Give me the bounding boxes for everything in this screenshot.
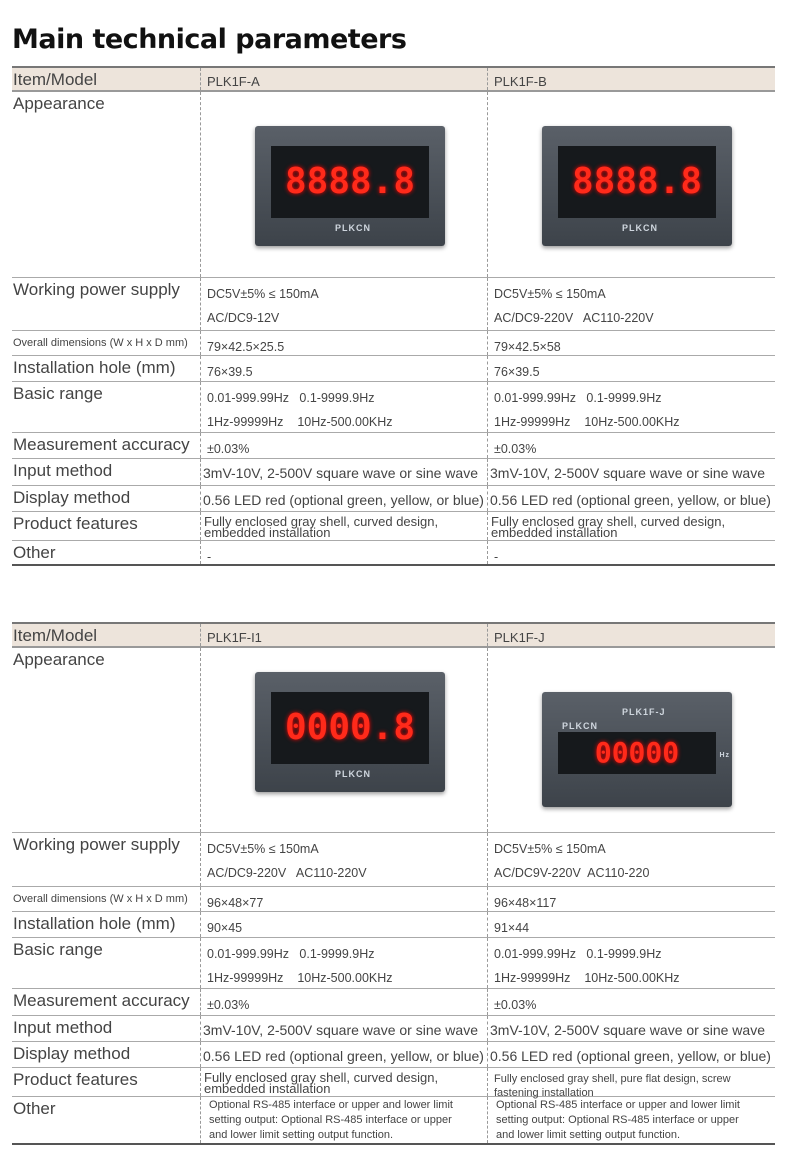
spec-value [200, 1097, 487, 1143]
spec-value [200, 331, 487, 355]
row-label: Overall dimensions (W x H x D mm) [13, 893, 188, 905]
spec-value [487, 486, 774, 511]
spec-value [487, 1042, 774, 1067]
model-name: PLK1F-B [487, 68, 774, 90]
parameters-table-2 [12, 622, 775, 1145]
value-line: - [207, 550, 212, 564]
value-line: and lower limit setting output function. [209, 1129, 394, 1141]
device-model-label: PLK1F-J [622, 707, 666, 717]
value-line: fastening installation [494, 1087, 594, 1099]
value-line: Fully enclosed gray shell, curved design, [204, 1070, 439, 1085]
value-line: 76×39.5 [494, 365, 540, 379]
spec-value [200, 459, 487, 485]
device-image-cell [487, 92, 774, 277]
spec-row [12, 1016, 775, 1042]
spec-value [487, 1097, 774, 1143]
row-label: Input method [13, 1018, 113, 1037]
appearance-row [12, 648, 775, 833]
device-bezel [542, 126, 732, 246]
value-line: 3mV-10V, 2-500V square wave or sine wave [490, 465, 765, 481]
spec-row [12, 512, 775, 541]
value-line: ±0.03% [494, 442, 537, 456]
value-line: 0.56 LED red (optional green, yellow, or blue) [490, 492, 771, 508]
value-line: 96×48×117 [494, 896, 557, 910]
value-line: 1Hz-99999Hz 10Hz-500.00KHz [207, 971, 393, 985]
value-line: 90×45 [207, 921, 243, 935]
spec-row [12, 486, 775, 512]
spec-row [12, 1042, 775, 1068]
row-label: Overall dimensions (W x H x D mm) [13, 337, 188, 349]
spec-row [12, 989, 775, 1016]
spec-row [12, 541, 775, 566]
value-line: 3mV-10V, 2-500V square wave or sine wave [203, 465, 478, 481]
header-row [12, 622, 775, 648]
value-line: 0.01-999.99Hz 0.1-9999.9Hz [207, 391, 375, 405]
header-label: Item/Model [13, 626, 98, 645]
brand-logo: PLKCN [622, 223, 658, 233]
device-image [247, 126, 447, 246]
value-line: DC5V±5% ≤ 150mA [494, 287, 606, 301]
appearance-row [12, 92, 775, 278]
value-line: embedded installation [204, 1081, 331, 1096]
led-digits: 0000.8 [284, 707, 416, 748]
spec-value [487, 512, 774, 540]
spec-row [12, 938, 775, 989]
value-line: Fully enclosed gray shell, curved design, [204, 514, 439, 529]
spec-value [200, 486, 487, 511]
row-label: Installation hole (mm) [13, 358, 176, 377]
row-label: Input method [13, 461, 113, 480]
spec-value [487, 1016, 774, 1041]
value-line: 0.56 LED red (optional green, yellow, or blue) [203, 1048, 484, 1064]
brand-logo: PLKCN [562, 721, 598, 731]
row-label: Other [13, 1099, 56, 1118]
spec-value [200, 278, 487, 330]
value-line: 3mV-10V, 2-500V square wave or sine wave [203, 1022, 478, 1038]
spec-value [487, 356, 774, 381]
spec-row [12, 433, 775, 459]
spec-row [12, 459, 775, 486]
device-image-cell [200, 92, 487, 277]
value-line: 3mV-10V, 2-500V square wave or sine wave [490, 1022, 765, 1038]
led-digits: 00000 [594, 736, 680, 769]
led-display [558, 732, 716, 774]
spec-row [12, 833, 775, 887]
spec-value [487, 938, 774, 988]
model-name: PLK1F-J [487, 624, 774, 646]
spec-value [200, 912, 487, 937]
value-line: Fully enclosed gray shell, pure flat design, screw [494, 1073, 731, 1085]
led-display [558, 146, 716, 218]
value-line: 1Hz-99999Hz 10Hz-500.00KHz [494, 415, 680, 429]
spec-row [12, 1097, 775, 1145]
row-label: Appearance [13, 94, 105, 113]
spec-value [200, 1068, 487, 1096]
spec-row [12, 331, 775, 356]
device-bezel [255, 126, 445, 246]
device-image-cell [487, 648, 774, 832]
header-row [12, 66, 775, 92]
spec-value [200, 382, 487, 432]
row-label: Basic range [13, 940, 103, 959]
spec-row [12, 356, 775, 382]
value-line: embedded installation [204, 525, 331, 540]
row-label: Product features [13, 514, 138, 533]
value-line: Optional RS-485 interface or upper and lower limit [496, 1099, 740, 1111]
brand-logo: PLKCN [335, 223, 371, 233]
value-line: 96×48×77 [207, 896, 264, 910]
spec-row [12, 278, 775, 331]
spec-value [200, 989, 487, 1015]
value-line: Optional RS-485 interface or upper and lower limit [209, 1099, 453, 1111]
row-label: Display method [13, 1044, 131, 1063]
value-line: 1Hz-99999Hz 10Hz-500.00KHz [494, 971, 680, 985]
brand-logo: PLKCN [335, 769, 371, 779]
unit-label: Hz [719, 752, 730, 759]
row-label: Installation hole (mm) [13, 914, 176, 933]
spec-value [487, 989, 774, 1015]
row-label: Product features [13, 1070, 138, 1089]
value-line: setting output: Optional RS-485 interface or upper [496, 1114, 739, 1126]
spec-value [200, 433, 487, 458]
value-line: ±0.03% [207, 442, 250, 456]
value-line: embedded installation [491, 525, 618, 540]
led-digits: 8888.8 [571, 161, 703, 202]
value-line: 79×42.5×25.5 [207, 340, 285, 354]
value-line: 0.01-999.99Hz 0.1-9999.9Hz [494, 391, 662, 405]
row-label: Measurement accuracy [13, 991, 190, 1010]
spec-value [200, 938, 487, 988]
value-line: - [494, 550, 499, 564]
row-label: Appearance [13, 650, 105, 669]
device-image-cell [200, 648, 487, 832]
device-bezel [255, 672, 445, 792]
spec-value [487, 382, 774, 432]
value-line: setting output: Optional RS-485 interface or upper [209, 1114, 452, 1126]
value-line: DC5V±5% ≤ 150mA [494, 842, 606, 856]
value-line: 0.56 LED red (optional green, yellow, or blue) [203, 492, 484, 508]
led-digits: 8888.8 [284, 161, 416, 202]
spec-value [487, 1068, 774, 1099]
value-line: 1Hz-99999Hz 10Hz-500.00KHz [207, 415, 393, 429]
spec-value [487, 331, 774, 355]
value-line: DC5V±5% ≤ 150mA [207, 287, 319, 301]
value-line: 0.56 LED red (optional green, yellow, or blue) [490, 1048, 771, 1064]
spec-value [487, 433, 774, 458]
value-line: 0.01-999.99Hz 0.1-9999.9Hz [207, 947, 375, 961]
row-label: Working power supply [13, 280, 180, 299]
led-display [271, 692, 429, 764]
value-line: DC5V±5% ≤ 150mA [207, 842, 319, 856]
value-line: AC/DC9-220V AC110-220V [207, 866, 367, 880]
device-image [534, 672, 734, 812]
value-line: AC/DC9-12V [207, 311, 280, 325]
spec-value [200, 1042, 487, 1067]
value-line: 0.01-999.99Hz 0.1-9999.9Hz [494, 947, 662, 961]
value-line: Fully enclosed gray shell, curved design, [491, 514, 726, 529]
parameters-table-1 [12, 66, 775, 566]
spec-row [12, 382, 775, 433]
spec-value [487, 833, 774, 886]
device-bezel [542, 692, 732, 807]
value-line: 79×42.5×58 [494, 340, 561, 354]
row-label: Basic range [13, 384, 103, 403]
value-line: 76×39.5 [207, 365, 253, 379]
value-line: and lower limit setting output function. [496, 1129, 681, 1141]
value-line: ±0.03% [494, 998, 537, 1012]
spec-value [200, 1016, 487, 1041]
model-name: PLK1F-A [200, 68, 487, 90]
spec-value [200, 833, 487, 886]
spec-value [487, 541, 774, 564]
header-label: Item/Model [13, 70, 98, 89]
value-line: AC/DC9-220V AC110-220V [494, 311, 654, 325]
spec-value [200, 887, 487, 911]
spec-row [12, 887, 775, 912]
page-title: Main technical parameters [12, 24, 407, 55]
row-label: Other [13, 543, 56, 562]
value-line: AC/DC9V-220V AC110-220 [494, 866, 650, 880]
spec-value [487, 912, 774, 937]
spec-row [12, 912, 775, 938]
row-label: Working power supply [13, 835, 180, 854]
spec-value [487, 459, 774, 485]
row-label: Display method [13, 488, 131, 507]
row-label: Measurement accuracy [13, 435, 190, 454]
spec-value [200, 512, 487, 540]
value-line: ±0.03% [207, 998, 250, 1012]
led-display [271, 146, 429, 218]
device-image [247, 672, 447, 797]
spec-value [200, 541, 487, 564]
spec-value [487, 887, 774, 911]
spec-row [12, 1068, 775, 1097]
device-image [534, 126, 734, 246]
spec-value [200, 356, 487, 381]
value-line: 91×44 [494, 921, 530, 935]
spec-value [487, 278, 774, 330]
model-name: PLK1F-I1 [200, 624, 487, 646]
